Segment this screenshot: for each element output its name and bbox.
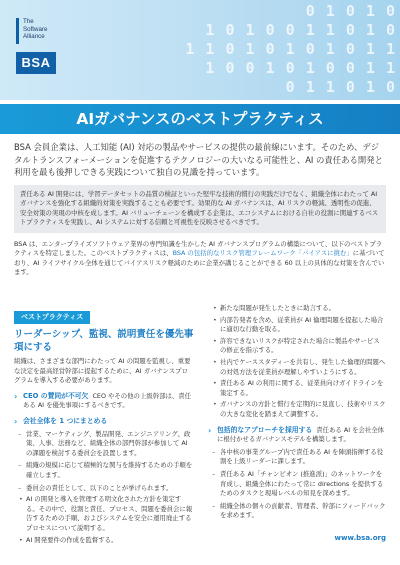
committee-dot-list: [14, 495, 194, 545]
list-item: – 責任ある AI「チャンピオン (推進派)」のネットワークを育成し、組織全体にわたって常に directions を提供するためのタスクと現場レベルの知見を深めます。: [220, 470, 386, 499]
best-practice-tag: ベストプラクティス: [14, 311, 90, 324]
list-item: • ガバナンスの方針と慣行を定期的に見直し、技術やリスクの大きな変化を踏まえて調整する。: [220, 400, 386, 419]
framework-link[interactable]: BSA の包括的なリスク管理フレームワーク「バイアスに挑む」: [172, 249, 353, 257]
list-item: • 社内でケーススタディーを共有し、発生した倫理的問題への対処方法を従業員が理解しやすいようにする。: [220, 358, 386, 377]
section-heading: リーダーシップ、監視、説明責任を優先事項にする: [14, 329, 194, 353]
header-band: [0, 0, 400, 100]
list-item: • 許容できないリスクが特定された場合に製品やサービスの修正を指示する。: [220, 337, 386, 356]
list-item: • AI の開発と導入を管理する明文化された方針を策定する。その中で、役割と責任、プロセス、問題を委員会に報告するための手順、およびシステムを安全に運用廃止するプロセスについて説明する。: [26, 495, 194, 533]
shaded-box: [14, 185, 386, 233]
shaded-paragraph: 責任ある AI 開発には、学習データセットの品質の検証といった堅牢な技術的慣行の実践だけでなく、組織全体にわたって AI ガバナンスを強化する組織的対策を実践することも必要です。効果的な AI ガバナンスは、AI リスクの軽減、透明性の促進、安全対策の実現の中核を成します。AI バリューチェーンを構成する企業は、エコシステムにおける自社の役割に関連するベストプラクティスを実践し、AI システムに対する信頼と可視性を反映させるべきです。: [20, 189, 379, 226]
list-item: – 組織全体の個々の貢献者、管理者、幹部にフィードバックを求めます。: [220, 502, 386, 521]
binary-pattern: 0 1 0 1 0 1 0 1 0 0 1 1 0 1 0 1 1 0 1 0 1 0 1 0 1 1 1 0 0 1 0 1 0 0 1 1 0 1 1 0 1 0: [185, 2, 396, 96]
bullet-ceo: › CEO の賛同が不可欠 CEO やその他の上級幹部は、責任ある AI を優先事項にするべきです。: [14, 391, 192, 410]
chevron-right-icon: ›: [14, 391, 18, 401]
chevron-right-icon: ›: [208, 425, 212, 435]
list-item: – 委員会の責任として、以下のことが挙げられます。: [26, 484, 194, 494]
bsa-logo[interactable]: [16, 18, 56, 82]
list-item: • AI 開発要件の作成を監督する。: [26, 536, 194, 546]
holistic-dash-list: [208, 448, 386, 521]
logo-bar: [16, 18, 19, 44]
left-column: [14, 304, 194, 545]
logo-mark: BSA: [16, 52, 56, 74]
right-column: [208, 304, 386, 521]
list-item: – 各中核の事業グループ内で責任ある AI を陣頭指揮する役割を上級リーダーに課します。: [220, 448, 386, 467]
title-banner: [0, 104, 400, 134]
committee-dot-list-cont: [208, 304, 386, 420]
chevron-right-icon: ›: [14, 416, 18, 426]
company-dash-list: [14, 430, 194, 494]
bullet-holistic: › 包括的なアプローチを採用する 責任ある AI を会社全体に根付かせるガバナンスモデルを構築します。: [208, 425, 385, 444]
practices-paragraph: BSA は、エンタープライズソフトウェア業界の専門知識を生かした AI ガバナンスプログラムの構築について、以下のベストプラクティスを特定しました。このベストプラクティスは、BSA の包括的なリスク管理フレームワーク「バイアスに挑む」に基づいており、AI ライフサイクル全体を通じてバイアスリスク軽減のために企業が講じることができる 60 以上の具体的な対策を含んでいます。: [14, 239, 385, 276]
columns: [14, 304, 386, 544]
list-item: – 営業、マーケティング、製品開発、エンジニアリング、政策、人事、法務など、組織全体の部門幹部が参加して AI の課題を検討する委員会を設置します。: [26, 430, 194, 459]
list-item: • 内部告発者を含め、従業員が AI 倫理問題を提起した場合に適切な行動を取る。: [220, 316, 386, 335]
page-title: AIガバナンスのベストプラクティス: [76, 110, 324, 128]
footer-url-link[interactable]: www.bsa.org: [334, 534, 386, 542]
list-item: – 組織の規模に応じて積極的な関与を維持するための手順を確立します。: [26, 461, 194, 480]
intro-content: [14, 140, 386, 278]
logo-text: The Software Alliance: [23, 18, 48, 40]
lead-paragraph: BSA 会員企業は、人工知能 (AI) 対応の製品やサービスの提供の最前線にいます。そのため、デジタルトランスフォーメーションを促進するテクノロジーの大いなる可能性と、AI の責任ある開発と利用を最も後押しできる実践について独自の見識を持っています。: [14, 142, 384, 177]
section-intro: 組織は、さまざまな部門にわたって AI の問題を監視し、重要な決定を最高経営幹部に提起するために、AI ガバナンスプログラムを導入する必要があります。: [14, 357, 191, 385]
list-item: • 新たな問題が発生したときに助言する。: [220, 304, 386, 314]
list-item: • 責任ある AI の利用に関する、従業員向けガイドラインを策定する。: [220, 379, 386, 398]
bullet-company: › 会社全体を 1 つにまとめる: [14, 416, 108, 426]
